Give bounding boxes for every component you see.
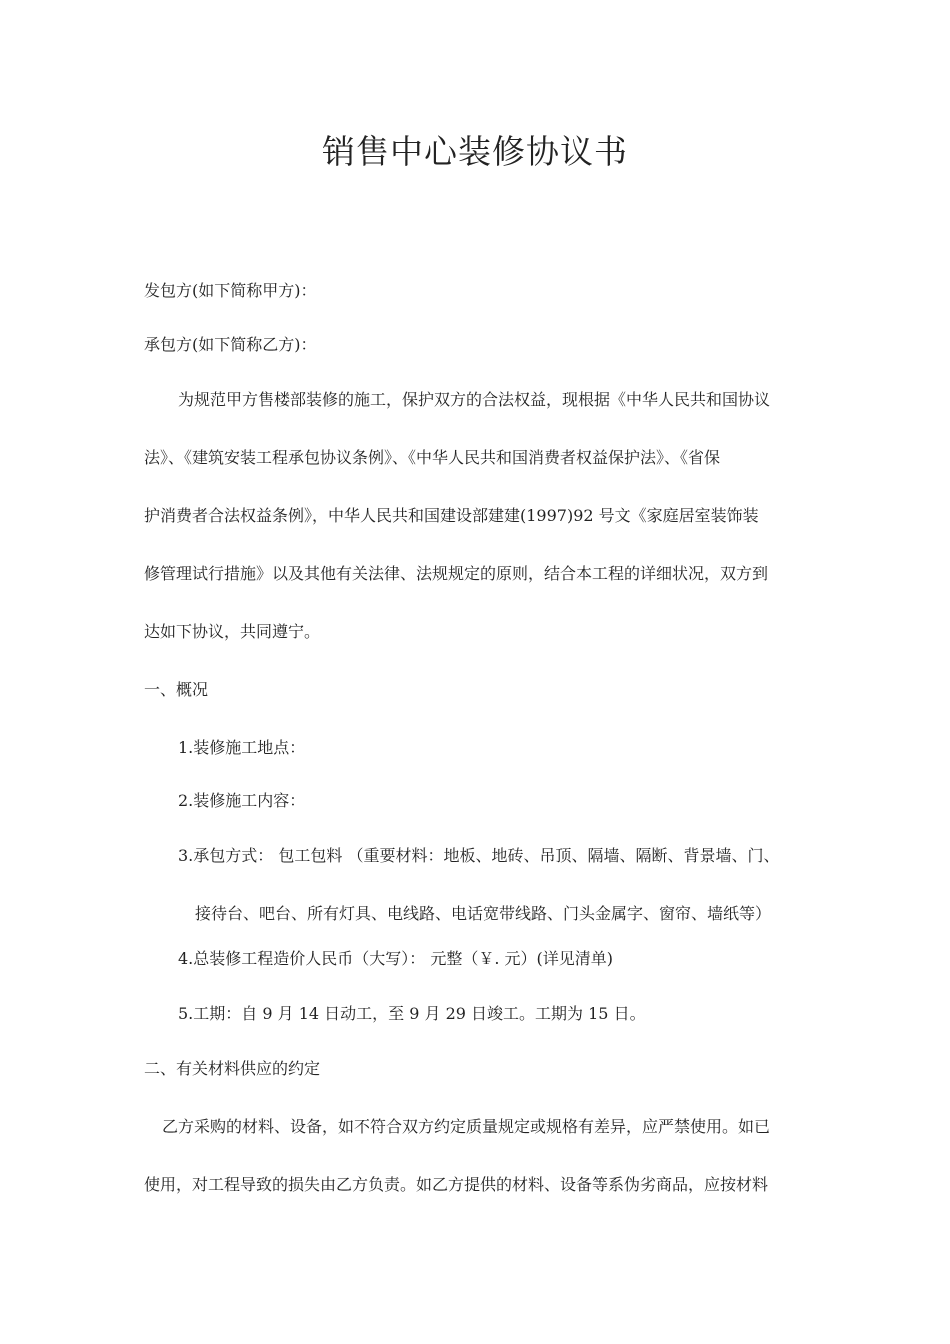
section1-item-3: 3.承包方式： 包工包料 （重要材料：地板、地砖、吊顶、隔墙、隔断、背景墙、门、 bbox=[178, 846, 780, 865]
preamble-line-4: 修管理试行措施》以及其他有关法律、法规规定的原则，结合本工程的详细状况，双方到 bbox=[144, 564, 769, 583]
party-a-line: 发包方(如下简称甲方)： bbox=[144, 281, 317, 300]
section1-item-4: 4.总装修工程造价人民币（大写）： 元整（￥. 元）(详见清单) bbox=[178, 949, 614, 968]
section1-item-1: 1.装修施工地点： bbox=[178, 738, 306, 757]
section1-item-3-continued: 接待台、吧台、所有灯具、电线路、电话宽带线路、门头金属字、窗帘、墙纸等） bbox=[195, 904, 772, 923]
section1-item-5: 5.工期：自 9 月 14 日动工，至 9 月 29 日竣工。工期为 15 日。 bbox=[178, 1004, 646, 1023]
document-title: 销售中心装修协议书 bbox=[322, 132, 628, 171]
section2-body-line-2: 使用，对工程导致的损失由乙方负责。如乙方提供的材料、设备等系伪劣商品，应按材料 bbox=[144, 1175, 769, 1194]
section2-heading: 二、有关材料供应的约定 bbox=[144, 1059, 321, 1078]
preamble-line-2: 法》、《建筑安装工程承包协议条例》、《中华人民共和国消费者权益保护法》、《省保 bbox=[144, 448, 721, 467]
preamble-line-5: 达如下协议，共同遵宁。 bbox=[144, 622, 321, 641]
section1-heading: 一、概况 bbox=[144, 680, 209, 699]
preamble-line-3: 护消费者合法权益条例》，中华人民共和国建设部建建(1997)92 号文《家庭居室装饰装 bbox=[144, 506, 759, 525]
party-b-line: 承包方(如下简称乙方)： bbox=[144, 335, 317, 354]
section2-body-line-1: 乙方采购的材料、设备，如不符合双方约定质量规定或规格有差异，应严禁使用。如已 bbox=[162, 1117, 771, 1136]
preamble-line-1: 为规范甲方售楼部装修的施工，保护双方的合法权益，现根据《中华人民共和国协议 bbox=[178, 390, 771, 409]
section1-item-2: 2.装修施工内容： bbox=[178, 791, 306, 810]
